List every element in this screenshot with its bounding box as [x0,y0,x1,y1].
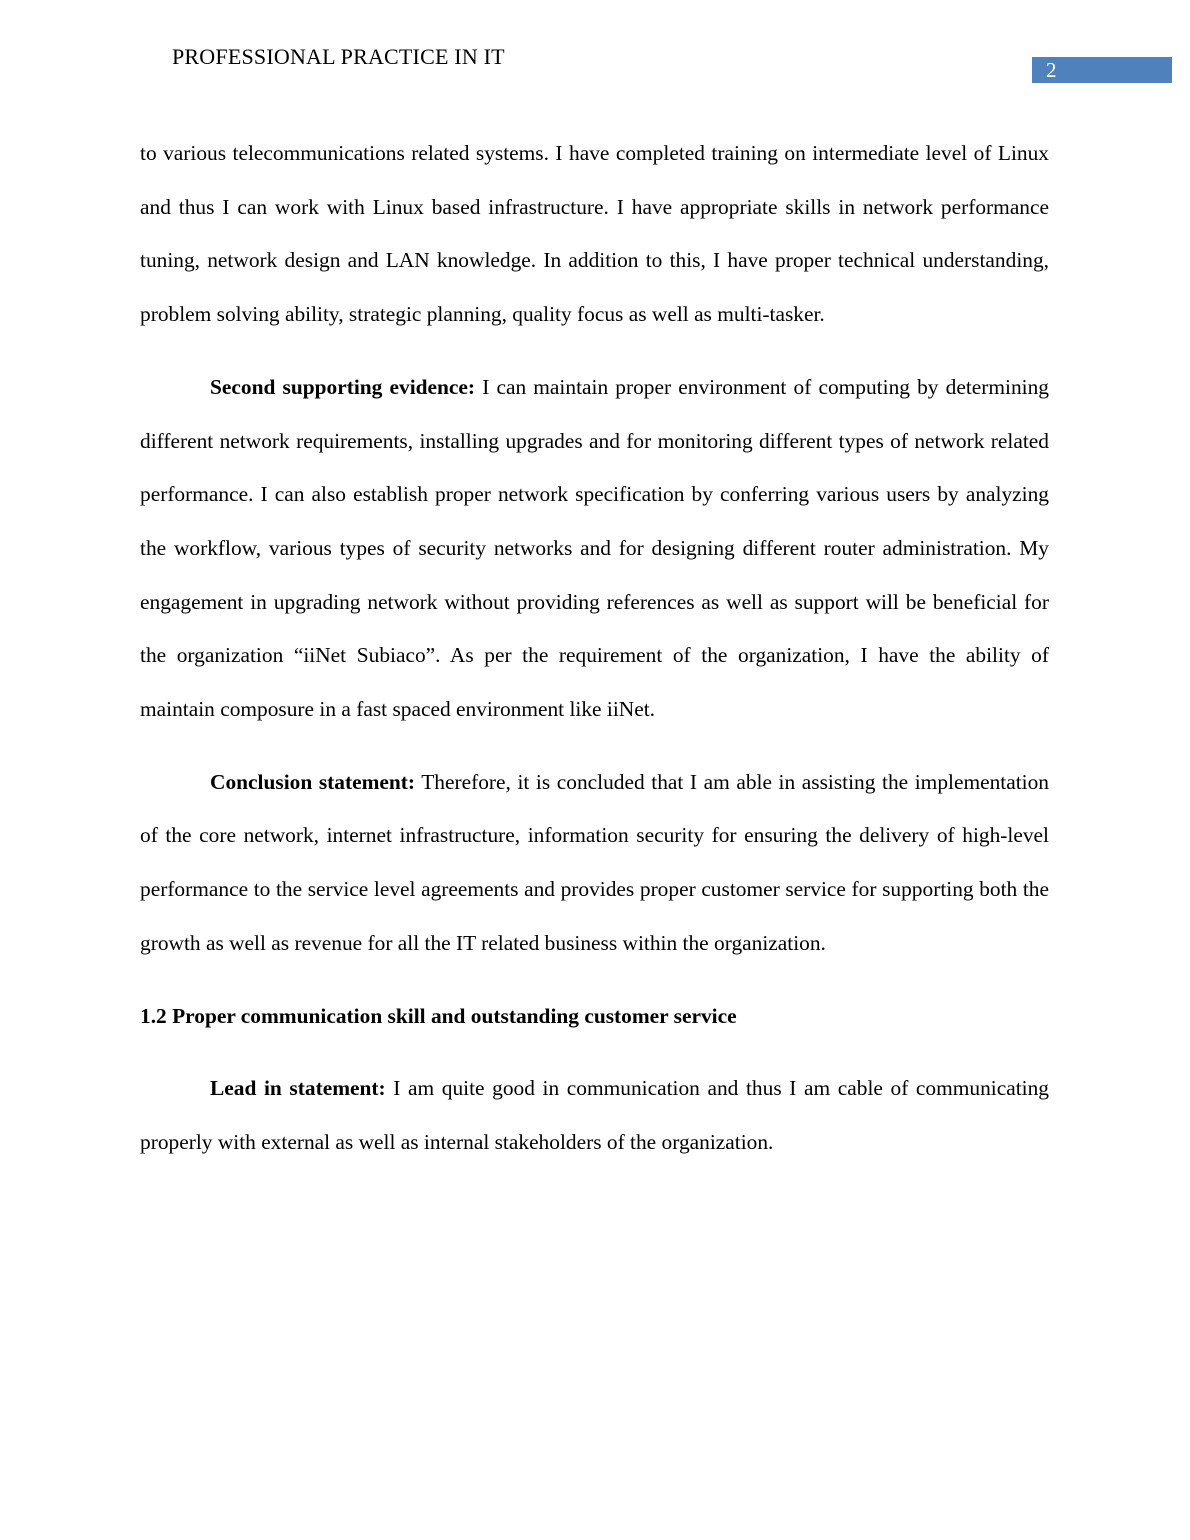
paragraph-second-supporting-evidence [140,361,1049,737]
section-heading: 1.2 Proper communication skill and outstanding customer service [140,1003,737,1028]
paragraph-conclusion-statement [140,756,1049,971]
paragraph-label: Conclusion statement: [210,769,416,794]
paragraph-lead-in-statement [140,1062,1049,1169]
paragraph-label: Lead in statement: [210,1076,386,1101]
paragraph-text: Therefore, it is concluded that I am able in assisting the implementation of the core network, internet infrastructure, information security for ensuring the delivery of high-level performance to the service level agreements and provides proper customer service for supporting both the growth as well as revenue for all the IT related business within the organization. [140,769,1049,955]
running-head: PROFESSIONAL PRACTICE IN IT [172,44,505,69]
document-body [140,127,1049,1189]
paragraph-text: I am quite good in communication and thus I am cable of communicating properly with external as well as internal stakeholders of the organization. [140,1076,1049,1154]
page-number: 2 [1032,57,1172,83]
paragraph-skills-continued: to various telecommunications related systems. I have completed training on intermediate level of Linux and thus I can work with Linux based infrastructure. I have appropriate skills in network performance tuning, network design and LAN knowledge. In addition to this, I have proper technical understanding, problem solving ability, strategic planning, quality focus as well as multi-tasker. [140,141,1049,327]
paragraph-label: Second supporting evidence: [210,374,476,399]
paragraph-text: I can maintain proper environment of computing by determining different network requirements, installing upgrades and for monitoring different types of network related performance. I can also establish proper network specification by conferring various users by analyzing the workflow, various types of security networks and for designing different router administration. My engagement in upgrading network without providing references as well as support will be beneficial for the organization “iiNet Subiaco”. As per the requirement of the organization, I have the ability of maintain composure in a fast spaced environment like iiNet. [140,374,1049,722]
